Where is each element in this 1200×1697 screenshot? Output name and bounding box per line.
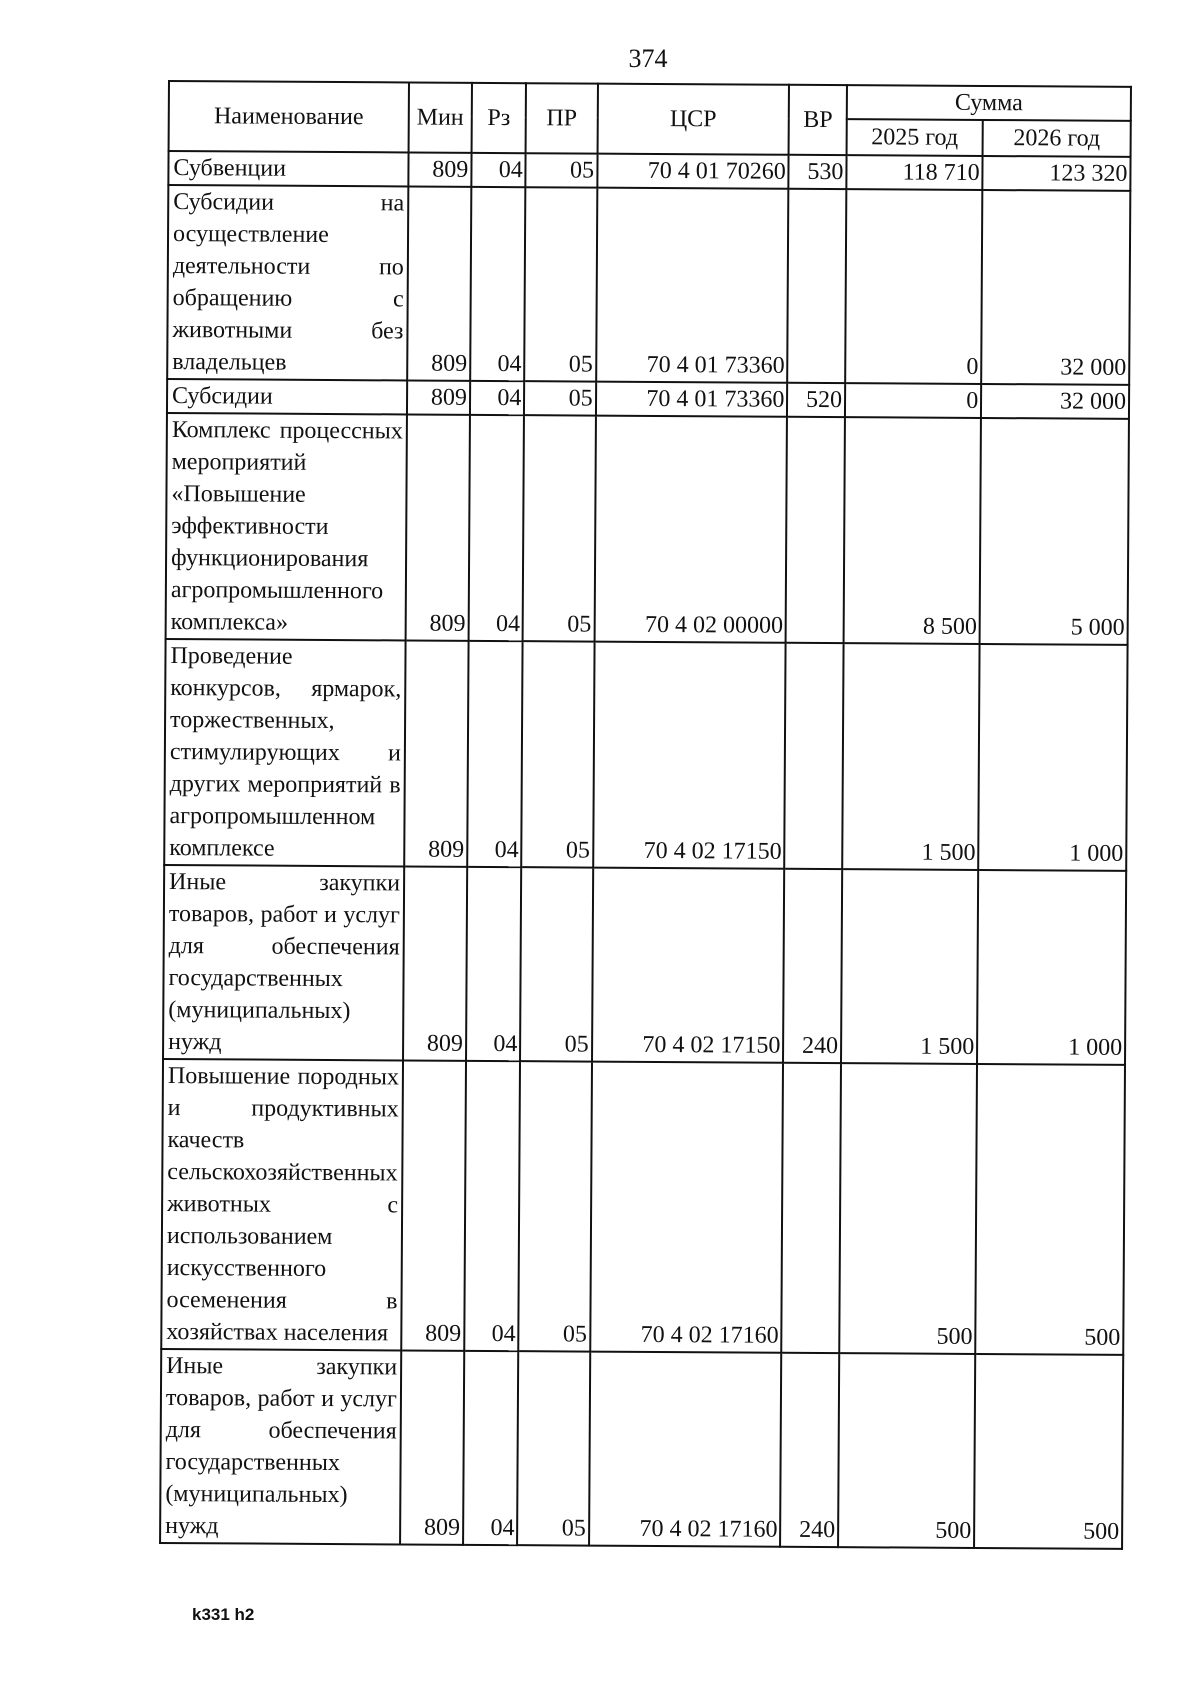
row-min: 809 [404,640,468,866]
row-rz: 04 [470,381,525,415]
row-vr: 240 [783,869,842,1063]
row-name: Субсидии на осуществление деятельности по обращению с животными без владельцев [167,185,408,380]
budget-table [159,80,1132,1550]
row-csr: 70 4 01 73360 [596,188,789,383]
row-csr: 70 4 02 00000 [594,416,787,643]
row-sum-2025: 0 [845,383,981,418]
row-vr [782,1063,841,1353]
header-rz: Рз [471,83,526,153]
row-sum-2026: 1 000 [977,870,1126,1065]
row-sum-2025: 0 [845,189,982,384]
table-row [167,185,1130,385]
row-min: 809 [407,186,471,380]
row-name: Субвенции [168,151,408,186]
row-rz: 04 [470,187,526,381]
row-rz: 04 [471,153,526,187]
row-name: Комплекс процессных мероприятий «Повышение эффективности функционирования агропромышленного комплекса» [166,413,407,640]
header-sum: Сумма [847,85,1131,121]
row-csr: 70 4 02 17150 [592,868,785,1063]
row-pr: 05 [524,381,595,415]
row-sum-2026: 500 [975,1064,1125,1355]
page-number: 374 [628,44,668,73]
row-name: Проведение конкурсов, ярмарок, торжественных, стимулирующих и других мероприятий в агропромышленном комплексе [164,639,405,866]
row-sum-2026: 1 000 [978,644,1127,871]
row-min: 809 [406,414,470,640]
header-vr: ВР [789,85,847,155]
row-name: Субсидии [167,379,407,414]
row-sum-2026: 5 000 [980,418,1129,645]
row-name: Повышение породных и продуктивных качеств сельскохозяйственных животных с использованием искусственного осеменения в хозяйствах населения [161,1059,403,1350]
row-vr: 520 [787,383,845,417]
row-rz: 04 [467,641,523,867]
row-pr: 05 [523,415,596,641]
footer-code: k331 h2 [192,1605,255,1624]
row-sum-2026: 123 320 [983,156,1131,191]
row-csr: 70 4 02 17160 [589,1352,782,1547]
row-csr: 70 4 01 70260 [597,154,789,189]
row-vr [788,189,847,383]
row-vr: 240 [780,1353,839,1547]
header-csr: ЦСР [597,84,789,155]
row-sum-2026: 500 [974,1354,1123,1549]
row-pr: 05 [526,153,597,187]
row-pr: 05 [520,867,592,1061]
row-vr: 530 [789,155,847,189]
row-sum-2025: 118 710 [846,155,982,190]
row-pr: 05 [517,1351,589,1545]
header-year-2026: 2026 год [983,120,1131,157]
row-rz: 04 [466,867,522,1061]
table-row [166,413,1129,645]
header-pr: ПР [526,83,598,153]
row-csr: 70 4 02 17160 [590,1062,784,1353]
row-rz: 04 [463,1351,519,1545]
row-min: 809 [400,1350,464,1544]
row-sum-2025: 500 [838,1353,975,1548]
row-pr: 05 [524,187,596,381]
table-header [169,81,1131,157]
row-name: Иные закупки товаров, работ и услуг для обеспечения государственных (муниципальных) нужд [160,1349,401,1544]
row-csr: 70 4 02 17150 [593,642,786,869]
row-pr: 05 [519,1061,592,1351]
row-sum-2026: 32 000 [981,384,1129,419]
row-sum-2025: 500 [839,1063,977,1354]
row-min: 809 [401,1060,466,1350]
row-rz: 04 [464,1061,520,1351]
header-name: Наименование [169,81,409,152]
row-sum-2025: 8 500 [844,417,982,644]
row-csr: 70 4 01 73360 [596,382,788,417]
row-name: Иные закупки товаров, работ и услуг для обеспечения государственных (муниципальных) нужд [163,865,404,1060]
row-rz: 04 [468,415,524,641]
row-vr [785,643,844,869]
table-body [160,151,1130,1549]
table-row [164,639,1127,871]
row-sum-2026: 32 000 [981,190,1130,385]
row-vr [786,417,845,643]
table-row [160,1349,1123,1549]
row-min: 809 [408,152,471,186]
row-pr: 05 [522,641,595,867]
budget-table-wrapper [159,80,1132,1550]
row-min: 809 [403,866,467,1060]
row-sum-2025: 1 500 [842,643,980,870]
table-row [163,865,1126,1065]
header-year-2025: 2025 год [847,119,983,156]
table-row [161,1059,1125,1355]
row-sum-2025: 1 500 [841,869,978,1064]
header-min: Мин [409,82,472,152]
row-min: 809 [407,380,470,414]
